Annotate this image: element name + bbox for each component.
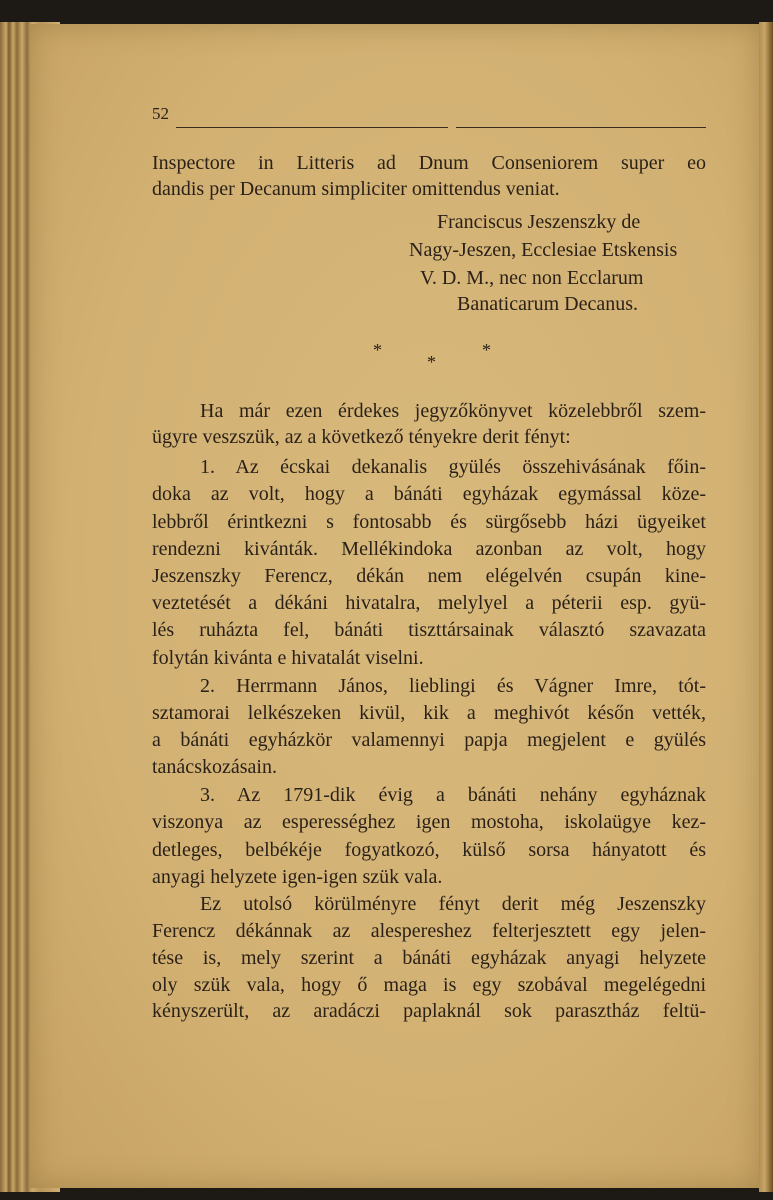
- text-line: anyagi helyzete igen-igen szük vala.: [152, 866, 443, 888]
- text-line: ügyre veszszük, az a következő tényekre derit fényt:: [152, 426, 571, 448]
- header-rule-left: [176, 127, 448, 128]
- text-line: oly szük vala, hogy ő maga is egy szobával megelégedni: [152, 974, 706, 996]
- text-line: lés ruházta fel, bánáti tiszttársainak választó szavazata: [152, 619, 706, 641]
- text-line: lebbről érintkezni s fontosabb és sürgősebb házi ügyeiket: [152, 511, 706, 533]
- text-line: folytán kivánta e hivatalát viselni.: [152, 647, 424, 669]
- text-line: Ez utolsó körülményre fényt derit még Jeszenszky: [200, 893, 706, 915]
- text-line: doka az volt, hogy a bánáti egyházak egymással köze-: [152, 483, 706, 505]
- text-line: 2. Herrmann János, lieblingi és Vágner Imre, tót-: [200, 675, 706, 697]
- signature-line: Franciscus Jeszenszky de: [437, 211, 641, 233]
- text-line: Ha már ezen érdekes jegyzőkönyvet közelebbről szem-: [200, 400, 706, 422]
- page-number: 52: [152, 104, 169, 123]
- page-right-edge: [759, 22, 773, 1192]
- text-line: rendezni kivánták. Mellékindoka azonban az volt, hogy: [152, 538, 706, 560]
- asterisk: *: [427, 352, 436, 372]
- text-line: sztamorai lelkészeken kivül, kik a meghivót későn vették,: [152, 702, 706, 724]
- text-line: Jeszenszky Ferencz, dékán nem elégelvén csupán kine-: [152, 565, 706, 587]
- header-rule-right: [456, 127, 706, 128]
- signature-line: V. D. M., nec non Ecclarum: [420, 267, 644, 289]
- text-line: viszonya az esperességhez igen mostoha, iskolaügye kez-: [152, 811, 706, 833]
- text-line: detleges, belbékéje fogyatkozó, külső sorsa hányatott és: [152, 839, 706, 861]
- signature-line: Nagy-Jeszen, Ecclesiae Etskensis: [409, 239, 678, 261]
- text-line: a bánáti egyházkör valamennyi papja megjelent e gyülés: [152, 729, 706, 751]
- text-line: 3. Az 1791-dik évig a bánáti nehány egyháznak: [200, 784, 706, 806]
- text-line: tanácskozásain.: [152, 756, 277, 778]
- asterisk: *: [482, 340, 491, 360]
- text-line: tése is, mely szerint a bánáti egyházak anyagi helyzete: [152, 947, 706, 969]
- text-line: dandis per Decanum simpliciter omittendus veniat.: [152, 178, 560, 200]
- text-line: kényszerült, az aradáczi paplaknál sok parasztház feltü-: [152, 1000, 706, 1022]
- signature-line: Banaticarum Decanus.: [457, 293, 639, 315]
- text-line: 1. Az écskai dekanalis gyülés összehivásának főin-: [200, 456, 706, 478]
- text-line: Ferencz dékánnak az alespereshez felterjesztett egy jelen-: [152, 920, 706, 942]
- asterisk: *: [373, 340, 382, 360]
- text-line: Inspectore in Litteris ad Dnum Conseniorem super eo: [152, 152, 706, 174]
- text-line: veztetését a dékáni hivatalra, melylyel a péterii esp. gyü-: [152, 592, 706, 614]
